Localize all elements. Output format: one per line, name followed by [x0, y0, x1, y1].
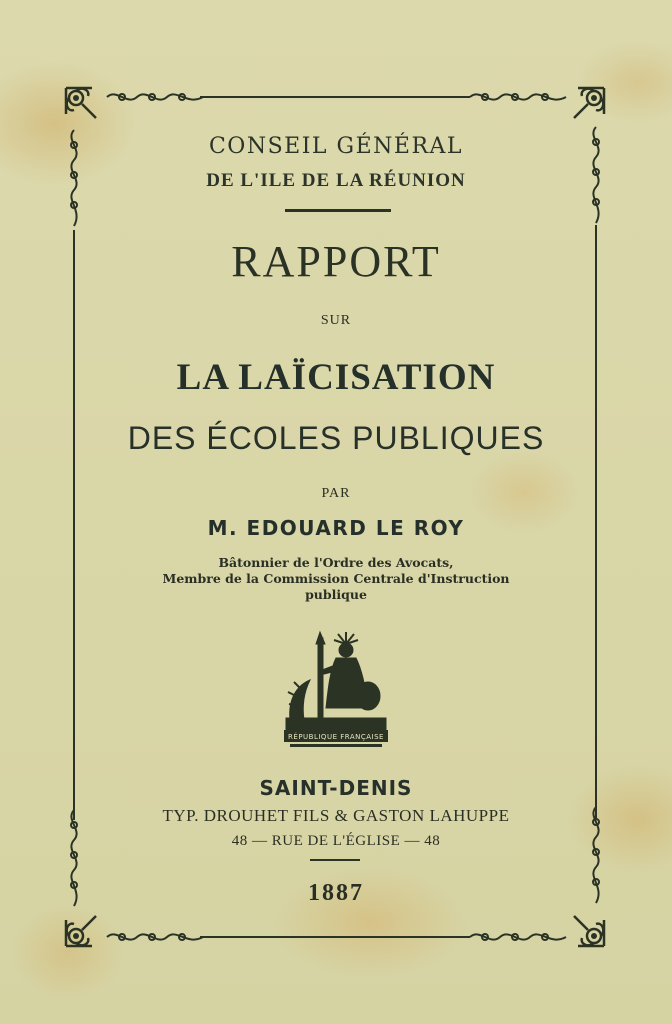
author-title-line: publique	[305, 587, 367, 602]
flourish-ornament-icon	[468, 86, 568, 108]
publication-year: 1887	[308, 880, 364, 906]
subject-line-1: LA LAÏCISATION	[176, 357, 496, 398]
author-by-label: PAR	[321, 486, 351, 501]
author-name: M. EDOUARD LE ROY	[207, 516, 465, 540]
flourish-ornament-icon	[105, 926, 205, 948]
frame-top-border	[200, 96, 470, 98]
imprint-city: SAINT-DENIS	[259, 776, 413, 800]
header-line-2: DE L'ILE DE LA RÉUNION	[206, 170, 466, 191]
title-connector: SUR	[320, 313, 352, 328]
marianne-seal-icon	[280, 630, 392, 752]
imprint-address: 48 — RUE DE L'ÉGLISE — 48	[231, 833, 441, 849]
author-title-line: Bâtonnier de l'Ordre des Avocats,	[218, 555, 454, 570]
flourish-ornament-icon	[105, 86, 205, 108]
flourish-ornament-icon	[468, 926, 568, 948]
seal-caption: RÉPUBLIQUE FRANÇAISE	[288, 733, 384, 741]
frame-bottom-border	[200, 936, 470, 938]
subject-line-2: DES ÉCOLES PUBLIQUES	[127, 420, 545, 456]
header-line-1: CONSEIL GÉNÉRAL	[208, 134, 464, 159]
header-divider	[285, 209, 391, 212]
imprint-printer: TYP. DROUHET FILS & GASTON LAHUPPE	[162, 806, 510, 825]
author-title-line: Membre de la Commission Centrale d'Instruction	[162, 571, 510, 586]
imprint-divider	[310, 859, 360, 861]
document-title: RAPPORT	[231, 237, 441, 286]
